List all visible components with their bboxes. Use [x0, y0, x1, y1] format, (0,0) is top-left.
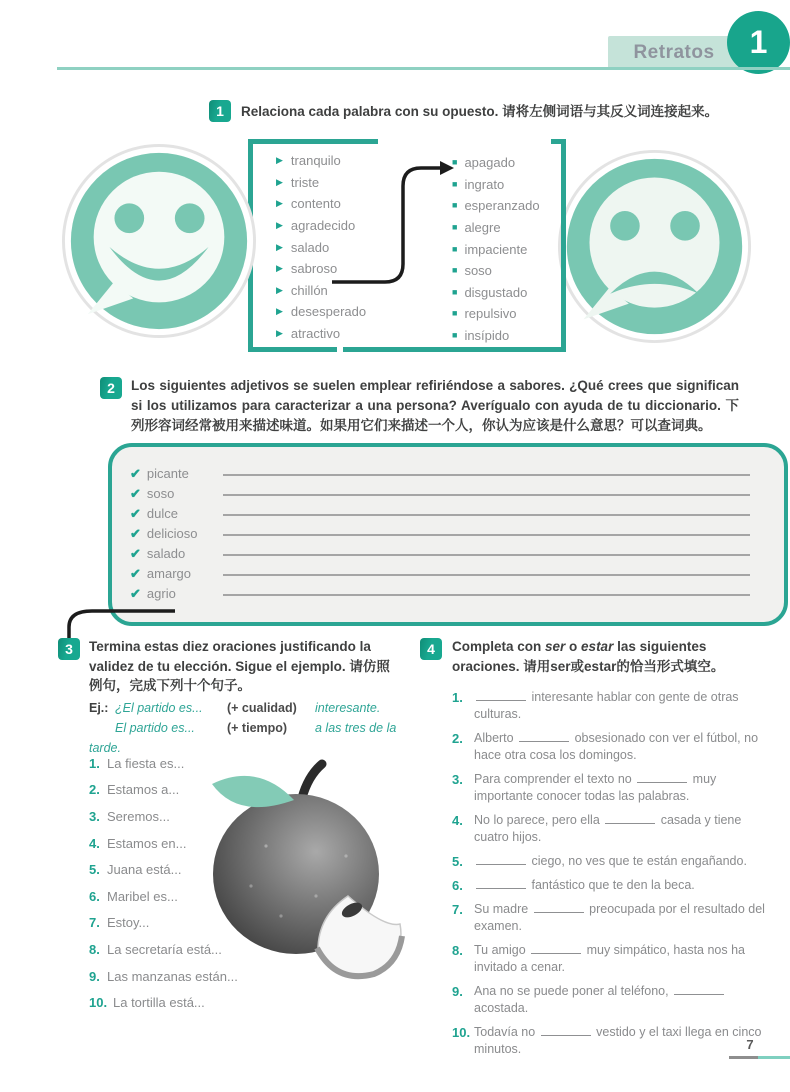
adjective-label: dulce [146, 506, 178, 521]
exercise3-title-zh: 请仿照例句，完成下列十个句子。 [89, 658, 390, 693]
word-label: sabroso [290, 261, 338, 277]
adjective-label: soso [146, 486, 175, 501]
exercise1-title-es: Relaciona cada palabra con su opuesto. [241, 104, 499, 119]
fill-in-blank [674, 985, 724, 995]
fill-in-item [452, 689, 774, 723]
fill-in-blank [637, 773, 687, 783]
sentence-text: Seremos... [107, 808, 170, 824]
sentence-item [89, 936, 409, 963]
word-item [276, 301, 366, 323]
frame-bar-top-right [551, 139, 566, 144]
item-number: 10. [89, 995, 108, 1011]
word-label: alegre [464, 220, 501, 236]
checkmark-icon: ✔ [130, 586, 141, 601]
exercise2-title-zh: 下列形容词经常被用来描述味道。如果用它们来描述一个人，你认为应该是什么意思？可以查词典。 [131, 398, 739, 433]
square-bullet-icon: ■ [452, 330, 458, 341]
triangle-bullet-icon: ▶ [276, 176, 283, 187]
item-number: 8. [89, 941, 100, 957]
example-line-1 [89, 698, 419, 718]
answer-line [223, 474, 750, 476]
fill-in-blank [534, 903, 584, 913]
answer-line [223, 534, 750, 536]
sentence-item [89, 856, 409, 883]
title-segment: estar [581, 639, 614, 654]
exercise3-items [89, 750, 409, 1016]
fill-in-blank [519, 732, 569, 742]
example-answer: interesante. [315, 701, 381, 715]
unit-number-circle: 1 [727, 11, 790, 74]
unit-title: Retratos [633, 41, 715, 63]
triangle-bullet-icon: ▶ [276, 263, 283, 274]
square-bullet-icon: ■ [452, 265, 458, 276]
frame-bar-top-left [248, 139, 378, 144]
item-number: 8. [452, 943, 463, 958]
checkmark-icon: ✔ [130, 466, 141, 481]
item-number: 9. [89, 968, 100, 984]
sentence-item [89, 963, 409, 990]
sentence-item [89, 989, 409, 1016]
exercise1-title-zh: 请将左侧词语与其反义词连接起来。 [502, 104, 719, 119]
item-number: 7. [452, 902, 463, 917]
exercise1-title [241, 102, 761, 122]
checkmark-icon: ✔ [130, 506, 141, 521]
exercise4-items [452, 689, 774, 1065]
triangle-bullet-icon: ▶ [276, 198, 283, 209]
sentence-item [89, 803, 409, 830]
adjective-label: picante [146, 466, 189, 481]
word-item [452, 325, 540, 347]
fill-in-blank [605, 814, 655, 824]
square-bullet-icon: ■ [452, 200, 458, 211]
sentence-text: Para comprender el texto no muy importante conocer todas las palabras. [474, 772, 717, 803]
sentence-text: Tu amigo muy simpático, hasta nos ha invitado a cenar. [474, 943, 746, 974]
unit-title-tab [608, 36, 740, 69]
item-number: 1. [452, 690, 463, 705]
word-label: agradecido [290, 218, 356, 234]
fill-in-blank [531, 944, 581, 954]
frame-bar-right [561, 139, 566, 352]
word-label: ingrato [464, 176, 505, 192]
footer-rule-teal [758, 1056, 790, 1059]
adjective-row [130, 481, 754, 501]
item-number: 10. [452, 1025, 471, 1040]
triangle-bullet-icon: ▶ [276, 220, 283, 231]
fill-in-item [452, 901, 774, 935]
sentence-text: Maribel es... [107, 888, 178, 904]
sentence-text: Su madre preocupada por el resultado del examen. [474, 902, 765, 933]
square-bullet-icon: ■ [452, 178, 458, 189]
word-label: apagado [464, 155, 516, 171]
adjective-label: salado [146, 546, 186, 561]
triangle-bullet-icon: ▶ [276, 306, 283, 317]
word-label: repulsivo [464, 306, 517, 322]
example-hint: (+ cualidad) [227, 701, 297, 715]
item-number: 5. [89, 862, 100, 878]
word-label: desesperado [290, 304, 367, 320]
sentence-item [89, 883, 409, 910]
sentence-text: Estamos a... [107, 782, 180, 798]
footer-rule-gray [729, 1056, 758, 1059]
item-number: 2. [452, 731, 463, 746]
word-item [276, 323, 366, 345]
exercise4-title [452, 637, 762, 676]
word-item [452, 303, 540, 325]
answer-line [223, 554, 750, 556]
word-label: contento [290, 196, 341, 212]
fill-in-item [452, 942, 774, 976]
fill-in-blank [541, 1026, 591, 1036]
word-label: salado [290, 239, 330, 255]
sentence-text: fantástico que te den la beca. [474, 878, 695, 892]
sentence-text: ciego, no ves que te están engañando. [474, 854, 747, 868]
adjective-row [130, 541, 754, 561]
example-label: Ej.: [89, 701, 109, 715]
frame-bar-bottom-left [248, 347, 337, 352]
sentence-text: Alberto obsesionado con ver el fútbol, no hace otra cosa los domingos. [474, 731, 759, 762]
adjectives-box [108, 443, 788, 626]
answer-line [223, 494, 750, 496]
triangle-bullet-icon: ▶ [276, 241, 283, 252]
fill-in-item [452, 812, 774, 846]
sentence-item [89, 777, 409, 804]
triangle-bullet-icon: ▶ [276, 155, 283, 166]
sentence-text: interesante hablar con gente de otras culturas. [474, 690, 739, 721]
adjective-label: amargo [146, 566, 191, 581]
square-bullet-icon: ■ [452, 222, 458, 233]
page-number: 7 [746, 1037, 754, 1052]
item-number: 6. [89, 888, 100, 904]
sentence-text: Estoy... [107, 915, 150, 931]
adjective-row [130, 521, 754, 541]
example-answer: a las tres de la tarde. [89, 721, 397, 755]
checkmark-icon: ✔ [130, 486, 141, 501]
exercise3-title [89, 637, 394, 696]
adjective-row [130, 561, 754, 581]
frame-bar-bottom-right [343, 347, 566, 352]
answer-line [223, 594, 750, 596]
square-bullet-icon: ■ [452, 286, 458, 297]
example-hint: (+ tiempo) [227, 721, 288, 735]
adjective-row [130, 581, 754, 601]
item-number: 1. [89, 755, 100, 771]
word-label: atractivo [290, 326, 341, 342]
sentence-text: No lo parece, pero ella casada y tiene cuatro hijos. [474, 813, 742, 844]
title-segment: ser [545, 639, 566, 654]
fill-in-item [452, 853, 774, 870]
triangle-bullet-icon: ▶ [276, 284, 283, 295]
word-label: tranquilo [290, 153, 341, 169]
exercise2-title-es: Los siguientes adjetivos se suelen emplear refiriéndose a sabores. ¿Qué crees que significan si los utilizamos para caracterizar a una persona? Averígualo con ayuda de tu diccionario. [131, 378, 739, 413]
item-number: 5. [452, 854, 463, 869]
triangle-bullet-icon: ▶ [276, 328, 283, 339]
example-prompt: ¿El partido es... [115, 701, 203, 715]
sentence-item [89, 830, 409, 857]
item-number: 2. [89, 782, 100, 798]
exercise4-number-badge: 4 [420, 638, 442, 660]
item-number: 3. [452, 772, 463, 787]
title-segment: Completa con [452, 639, 546, 654]
sentence-item [89, 750, 409, 777]
item-number: 9. [452, 984, 463, 999]
sentence-text: La tortilla está... [113, 995, 205, 1011]
checkmark-icon: ✔ [130, 566, 141, 581]
adjective-row [130, 501, 754, 521]
checkmark-icon: ✔ [130, 526, 141, 541]
square-bullet-icon: ■ [452, 308, 458, 319]
sentence-text: Estamos en... [107, 835, 187, 851]
title-segment: las siguientes oraciones. [452, 639, 707, 674]
sad-face-icon [556, 148, 753, 345]
square-bullet-icon: ■ [452, 243, 458, 254]
example-prompt: El partido es... [115, 721, 195, 735]
word-label: chillón [290, 282, 328, 298]
answer-line [223, 514, 750, 516]
fill-in-blank [476, 691, 526, 701]
word-label: insípido [464, 328, 510, 344]
fill-in-item [452, 730, 774, 764]
word-label: esperanzado [464, 198, 540, 214]
title-segment: o [565, 639, 582, 654]
word-label: soso [464, 263, 492, 279]
adjective-label: agrio [146, 586, 176, 601]
exercise3-title-es: Termina estas diez oraciones justificando la validez de tu elección. Sigue el ejemplo. [89, 639, 371, 674]
item-number: 4. [89, 835, 100, 851]
exercise1-number-badge: 1 [209, 100, 231, 122]
exercise3-number-badge: 3 [58, 638, 80, 660]
fill-in-item [452, 877, 774, 894]
word-label: impaciente [464, 241, 528, 257]
fill-in-blank [476, 879, 526, 889]
exercise2-number-badge: 2 [100, 377, 122, 399]
example-connector-line [300, 150, 470, 300]
checkmark-icon: ✔ [130, 546, 141, 561]
item-number: 3. [89, 808, 100, 824]
fill-in-item [452, 1024, 774, 1058]
item-number: 7. [89, 915, 100, 931]
fill-in-item [452, 983, 774, 1017]
fill-in-item [452, 771, 774, 805]
happy-face-icon [60, 142, 258, 340]
word-label: disgustado [464, 284, 528, 300]
fill-in-blank [476, 855, 526, 865]
sentence-item [89, 910, 409, 937]
sentence-text: Juana está... [107, 862, 182, 878]
sentence-text: Todavía no vestido y el taxi llega en cinco minutos. [474, 1025, 762, 1056]
adjective-row [130, 461, 754, 481]
sentence-text: La fiesta es... [107, 755, 185, 771]
answer-line [223, 574, 750, 576]
exercise2-title [131, 376, 739, 436]
sentence-text: Las manzanas están... [107, 968, 238, 984]
word-label: triste [290, 174, 320, 190]
square-bullet-icon: ■ [452, 157, 458, 168]
adjective-label: delicioso [146, 526, 198, 541]
header-rule [57, 67, 790, 70]
sentence-text: Ana no se puede poner al teléfono, acostada. [474, 984, 726, 1015]
title-segment: 请用ser或estar的恰当形式填空。 [523, 658, 725, 674]
sentence-text: La secretaría está... [107, 941, 222, 957]
item-number: 6. [452, 878, 463, 893]
item-number: 4. [452, 813, 463, 828]
